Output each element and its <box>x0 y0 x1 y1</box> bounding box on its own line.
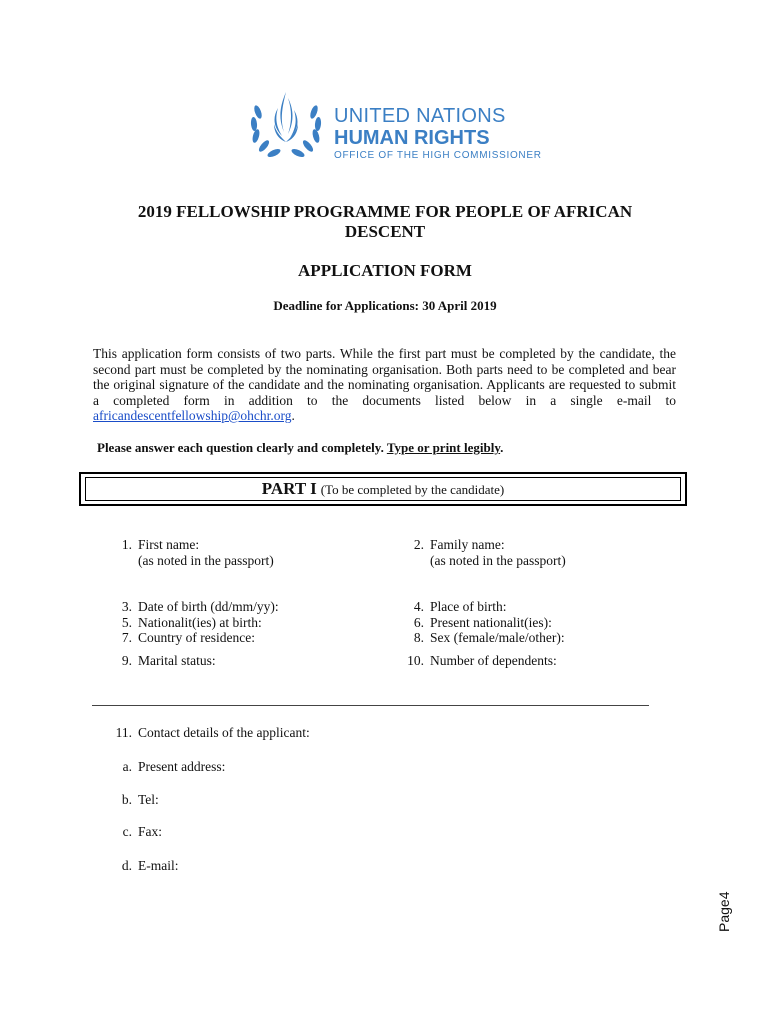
question-number: 6. <box>413 614 424 630</box>
logo-line-1: UNITED NATIONS <box>334 105 506 127</box>
question-marital-status <box>108 653 216 669</box>
page-number: Page4 <box>716 891 732 932</box>
question-number-of-dependents <box>400 653 557 669</box>
question-label: Number of dependents: <box>430 653 557 668</box>
question-number: 1. <box>121 537 132 552</box>
un-emblem-logo <box>244 88 328 164</box>
question-nationality-at-birth <box>108 615 279 631</box>
question-label: Present nationalit(ies): <box>430 614 552 630</box>
instruction-end: . <box>500 440 504 455</box>
logo-line-2: HUMAN RIGHTS <box>334 127 490 149</box>
question-letter: b. <box>121 792 132 807</box>
question-present-address <box>108 759 225 775</box>
intro-text: This application form consists of two parts. While the first part must be completed by the candidate, the second part must be completed by the nominating organisation. Both parts need to be completed and bear the original signature of the candidate and the nominating organisation. Applicants are requested to submit a completed form in addition to the documents listed below in a single e-mail to <box>93 346 676 408</box>
instruction-text: Please answer each question clearly and completely. <box>97 440 387 455</box>
deadline-text: Deadline for Applications: 30 April 2019 <box>273 298 497 313</box>
question-number: 3. <box>121 599 132 614</box>
section-divider <box>92 705 649 706</box>
question-number: 2. <box>413 537 424 552</box>
question-label: Date of birth (dd/mm/yy): <box>138 599 279 614</box>
title-line-2: DESCENT <box>344 222 426 241</box>
intro-end: . <box>291 408 295 423</box>
question-place-of-birth <box>400 599 565 615</box>
question-letter: d. <box>121 858 132 873</box>
question-fax <box>108 824 162 840</box>
question-label: Fax: <box>138 824 163 839</box>
part-one-subtitle: (To be completed by the candidate) <box>320 482 505 497</box>
question-letter: a. <box>122 759 132 774</box>
question-number: 9. <box>121 653 132 668</box>
logo-wordmark <box>334 106 542 163</box>
part-one-header <box>79 472 687 506</box>
question-label: Present address: <box>138 759 226 774</box>
question-country-of-residence <box>108 630 279 646</box>
question-note: (as noted in the passport) <box>430 552 566 568</box>
question-label: Contact details of the applicant: <box>138 725 310 740</box>
question-family-name <box>400 537 566 568</box>
question-sex <box>400 630 565 646</box>
question-tel <box>108 792 159 808</box>
question-group-right <box>400 599 565 646</box>
question-date-of-birth <box>108 599 279 615</box>
question-number: 4. <box>413 599 424 614</box>
instruction-line <box>97 440 503 456</box>
question-label: Tel: <box>138 792 159 807</box>
instruction-emphasis: Type or print legibly <box>386 440 501 455</box>
question-number: 7. <box>121 630 132 645</box>
question-contact-details <box>108 725 310 741</box>
document-title <box>90 202 680 242</box>
question-label: Place of birth: <box>430 599 507 614</box>
question-label: E-mail: <box>138 858 179 873</box>
question-note: (as noted in the passport) <box>138 552 274 568</box>
question-email <box>108 858 179 874</box>
title-line-1: 2019 FELLOWSHIP PROGRAMME FOR PEOPLE OF AFRICAN <box>137 202 633 221</box>
question-first-name <box>108 537 274 568</box>
question-group-left <box>108 599 279 646</box>
question-present-nationality <box>400 615 565 631</box>
question-label: First name: <box>138 537 200 552</box>
question-number: 8. <box>413 630 424 645</box>
intro-paragraph <box>93 346 676 424</box>
question-letter: c. <box>122 824 132 839</box>
part-one-title: PART I <box>261 479 317 498</box>
question-number: 11. <box>115 725 132 740</box>
question-number: 5. <box>121 614 132 630</box>
question-number: 10. <box>407 653 424 668</box>
question-label: Nationalit(ies) at birth: <box>138 614 262 630</box>
question-label: Marital status: <box>138 653 216 668</box>
fellowship-email-link[interactable]: africandescentfellowship@ohchr.org <box>93 408 292 423</box>
form-title: APPLICATION FORM <box>298 261 472 280</box>
question-label: Family name: <box>430 537 505 552</box>
question-label: Country of residence: <box>138 630 255 645</box>
question-label: Sex (female/male/other): <box>430 630 565 645</box>
logo-line-3: OFFICE OF THE HIGH COMMISSIONER <box>334 150 542 161</box>
